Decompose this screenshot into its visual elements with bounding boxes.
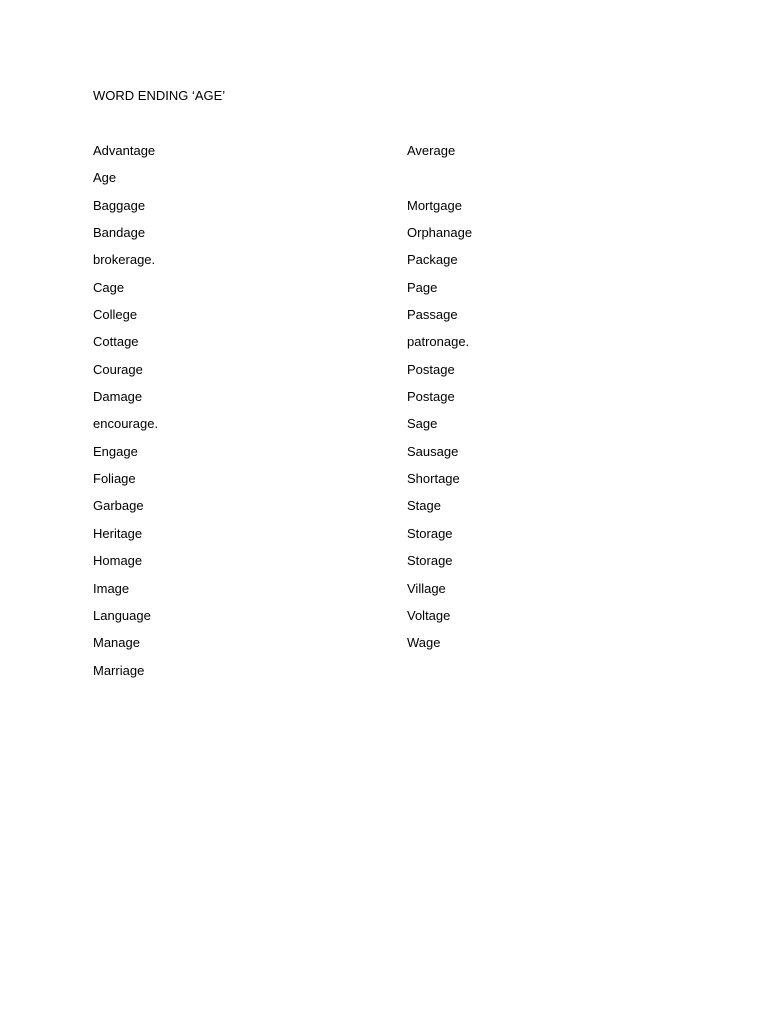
page-title: WORD ENDING ‘AGE’ <box>93 88 226 103</box>
list-item: Voltage <box>407 607 451 623</box>
list-item: Image <box>93 580 130 596</box>
list-item: College <box>93 307 138 323</box>
list-item: Orphanage <box>407 225 473 241</box>
list-item: Stage <box>407 498 441 514</box>
list-item: encourage. <box>93 416 159 432</box>
list-item: Mortgage <box>407 197 462 213</box>
list-item: Garbage <box>93 498 144 514</box>
list-item: Bandage <box>93 225 146 241</box>
list-item-empty <box>407 170 667 197</box>
list-item: Storage <box>407 553 453 569</box>
list-item: Sage <box>407 416 438 432</box>
list-item: Language <box>93 607 151 623</box>
list-item: Village <box>407 580 446 596</box>
word-list-left <box>93 143 353 690</box>
word-list-right <box>407 143 667 663</box>
list-item: Storage <box>407 525 453 541</box>
list-item: Homage <box>93 553 143 569</box>
list-item: Average <box>407 143 456 158</box>
list-item: Courage <box>93 361 143 377</box>
list-item: Wage <box>407 635 441 651</box>
list-item: Manage <box>93 635 140 651</box>
list-item: Page <box>407 279 438 295</box>
list-item: Package <box>407 252 458 268</box>
list-item: Baggage <box>93 197 146 213</box>
list-item: Shortage <box>407 471 460 487</box>
list-item: Sausage <box>407 443 459 459</box>
list-item: Heritage <box>93 525 143 541</box>
list-item: Age <box>93 170 117 186</box>
list-item: Postage <box>407 361 455 377</box>
list-item: Marriage <box>93 662 145 678</box>
list-item: brokerage. <box>93 252 156 268</box>
list-item: Engage <box>93 443 138 459</box>
list-item: Cage <box>93 279 125 295</box>
list-item: Postage <box>407 389 455 405</box>
list-item: Passage <box>407 307 458 323</box>
list-item: Advantage <box>93 143 156 158</box>
list-item: Damage <box>93 389 143 405</box>
list-item: patronage. <box>407 334 470 350</box>
list-item: Cottage <box>93 334 139 350</box>
list-item: Foliage <box>93 471 136 487</box>
